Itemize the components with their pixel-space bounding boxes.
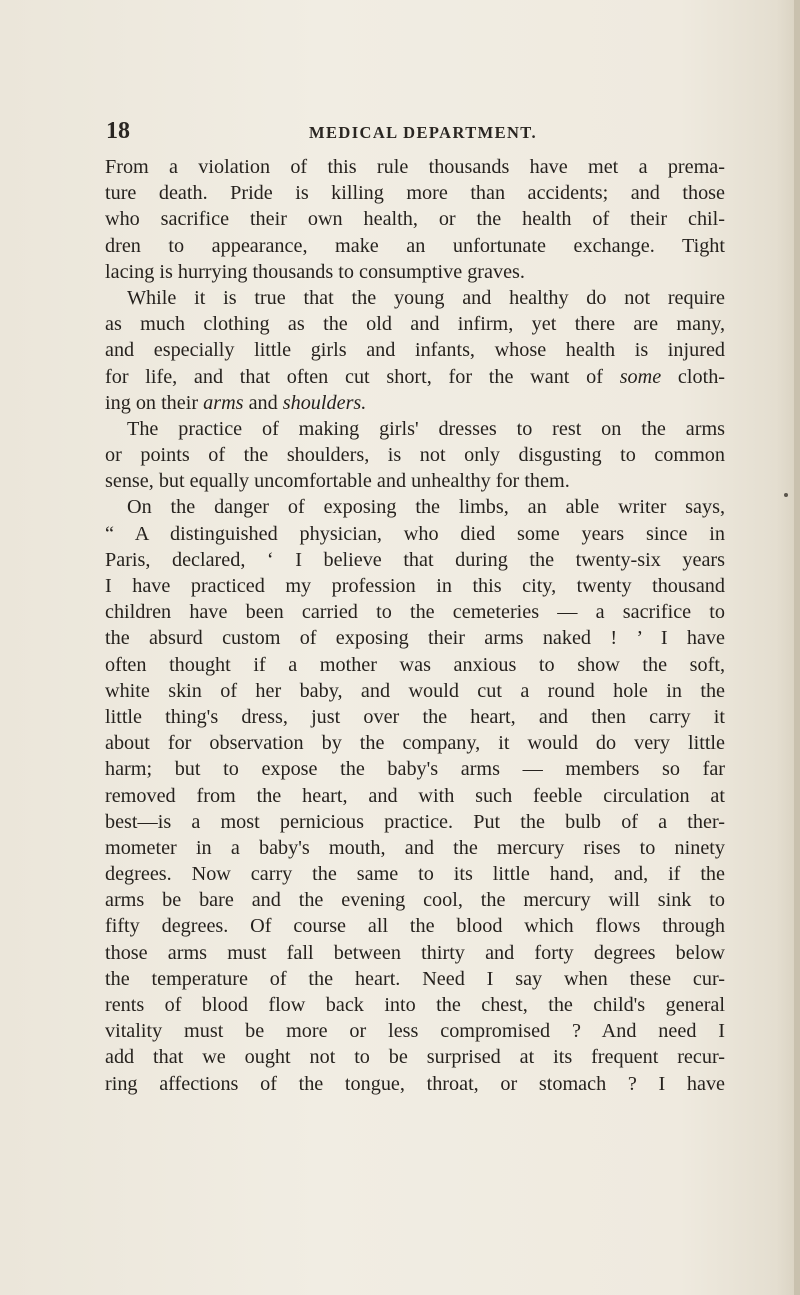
text-line	[105, 364, 725, 390]
text-fragment: for life, and that often cut short, for the want of	[105, 365, 603, 388]
text-line: sense, but equally uncomfortable and unhealthy for them.	[105, 470, 570, 493]
text-line: mometer in a baby's mouth, and the mercury rises to ninety	[105, 836, 725, 859]
text-line: children have been carried to the cemeteries — a sacrifice to	[105, 601, 725, 624]
text-line: and especially little girls and infants, whose health is injured	[105, 339, 725, 362]
text-line: who sacrifice their own health, or the health of their chil-	[105, 208, 725, 231]
text-line: arms be bare and the evening cool, the mercury will sink to	[105, 889, 725, 912]
running-head: MEDICAL DEPARTMENT.	[309, 123, 537, 142]
text-line: ring affections of the tongue, throat, or stomach ? I have	[105, 1072, 725, 1095]
text-line: Paris, declared, ‘ I believe that during the twenty-six years	[105, 548, 725, 571]
italic-word: arms	[203, 391, 244, 414]
body-text	[105, 154, 725, 1097]
page-number: 18	[106, 118, 130, 144]
text-line: ture death. Pride is killing more than accidents; and those	[105, 182, 725, 205]
text-line: vitality must be more or less compromised ? And need I	[105, 1020, 725, 1043]
text-line: about for observation by the company, it would do very little	[105, 732, 725, 755]
italic-word: some	[619, 365, 662, 388]
text-line: often thought if a mother was anxious to show the soft,	[105, 653, 725, 676]
text-line: those arms must fall between thirty and forty degrees below	[105, 941, 725, 964]
text-line: I have practiced my profession in this city, twenty thousand	[105, 575, 725, 597]
text-line: dren to appearance, make an unfortunate exchange. Tight	[105, 234, 725, 257]
page-edge-shadow	[794, 0, 800, 1295]
text-line: white skin of her baby, and would cut a round hole in the	[105, 679, 725, 702]
text-line: removed from the heart, and with such feeble circulation at	[105, 784, 725, 807]
text-line: lacing is hurrying thousands to consumptive graves.	[105, 260, 525, 283]
page-header	[0, 118, 800, 148]
text-line: or points of the shoulders, is not only disgusting to common	[105, 444, 725, 467]
text-fragment: and	[243, 391, 283, 414]
text-line: “ A distinguished physician, who died some years since in	[105, 522, 725, 545]
text-line: On the danger of exposing the limbs, an able writer says,	[127, 496, 725, 519]
text-line: fifty degrees. Of course all the blood which flows through	[105, 915, 725, 938]
text-line: While it is true that the young and healthy do not require	[127, 286, 725, 309]
text-fragment: cloth-	[661, 365, 726, 388]
text-line: best—is a most pernicious practice. Put the bulb of a ther-	[105, 810, 725, 833]
text-line: harm; but to expose the baby's arms — members so far	[105, 758, 725, 781]
text-line: add that we ought not to be surprised at its frequent recur-	[105, 1046, 725, 1069]
margin-dot	[784, 493, 788, 497]
italic-word: shoulders.	[282, 391, 367, 414]
text-line: as much clothing as the old and infirm, yet there are many,	[105, 313, 725, 336]
text-line: degrees. Now carry the same to its little hand, and, if the	[105, 863, 725, 886]
text-line: the temperature of the heart. Need I say when these cur-	[105, 967, 725, 990]
text-fragment: ing on their	[105, 391, 199, 414]
text-line: From a violation of this rule thousands have met a prema-	[105, 156, 725, 178]
text-line: little thing's dress, just over the heart, and then carry it	[105, 705, 725, 728]
text-line: The practice of making girls' dresses to rest on the arms	[127, 417, 725, 440]
text-line: rents of blood flow back into the chest, the child's general	[105, 994, 725, 1016]
text-line	[105, 390, 725, 416]
text-line: the absurd custom of exposing their arms naked ! ’ I have	[105, 627, 725, 650]
